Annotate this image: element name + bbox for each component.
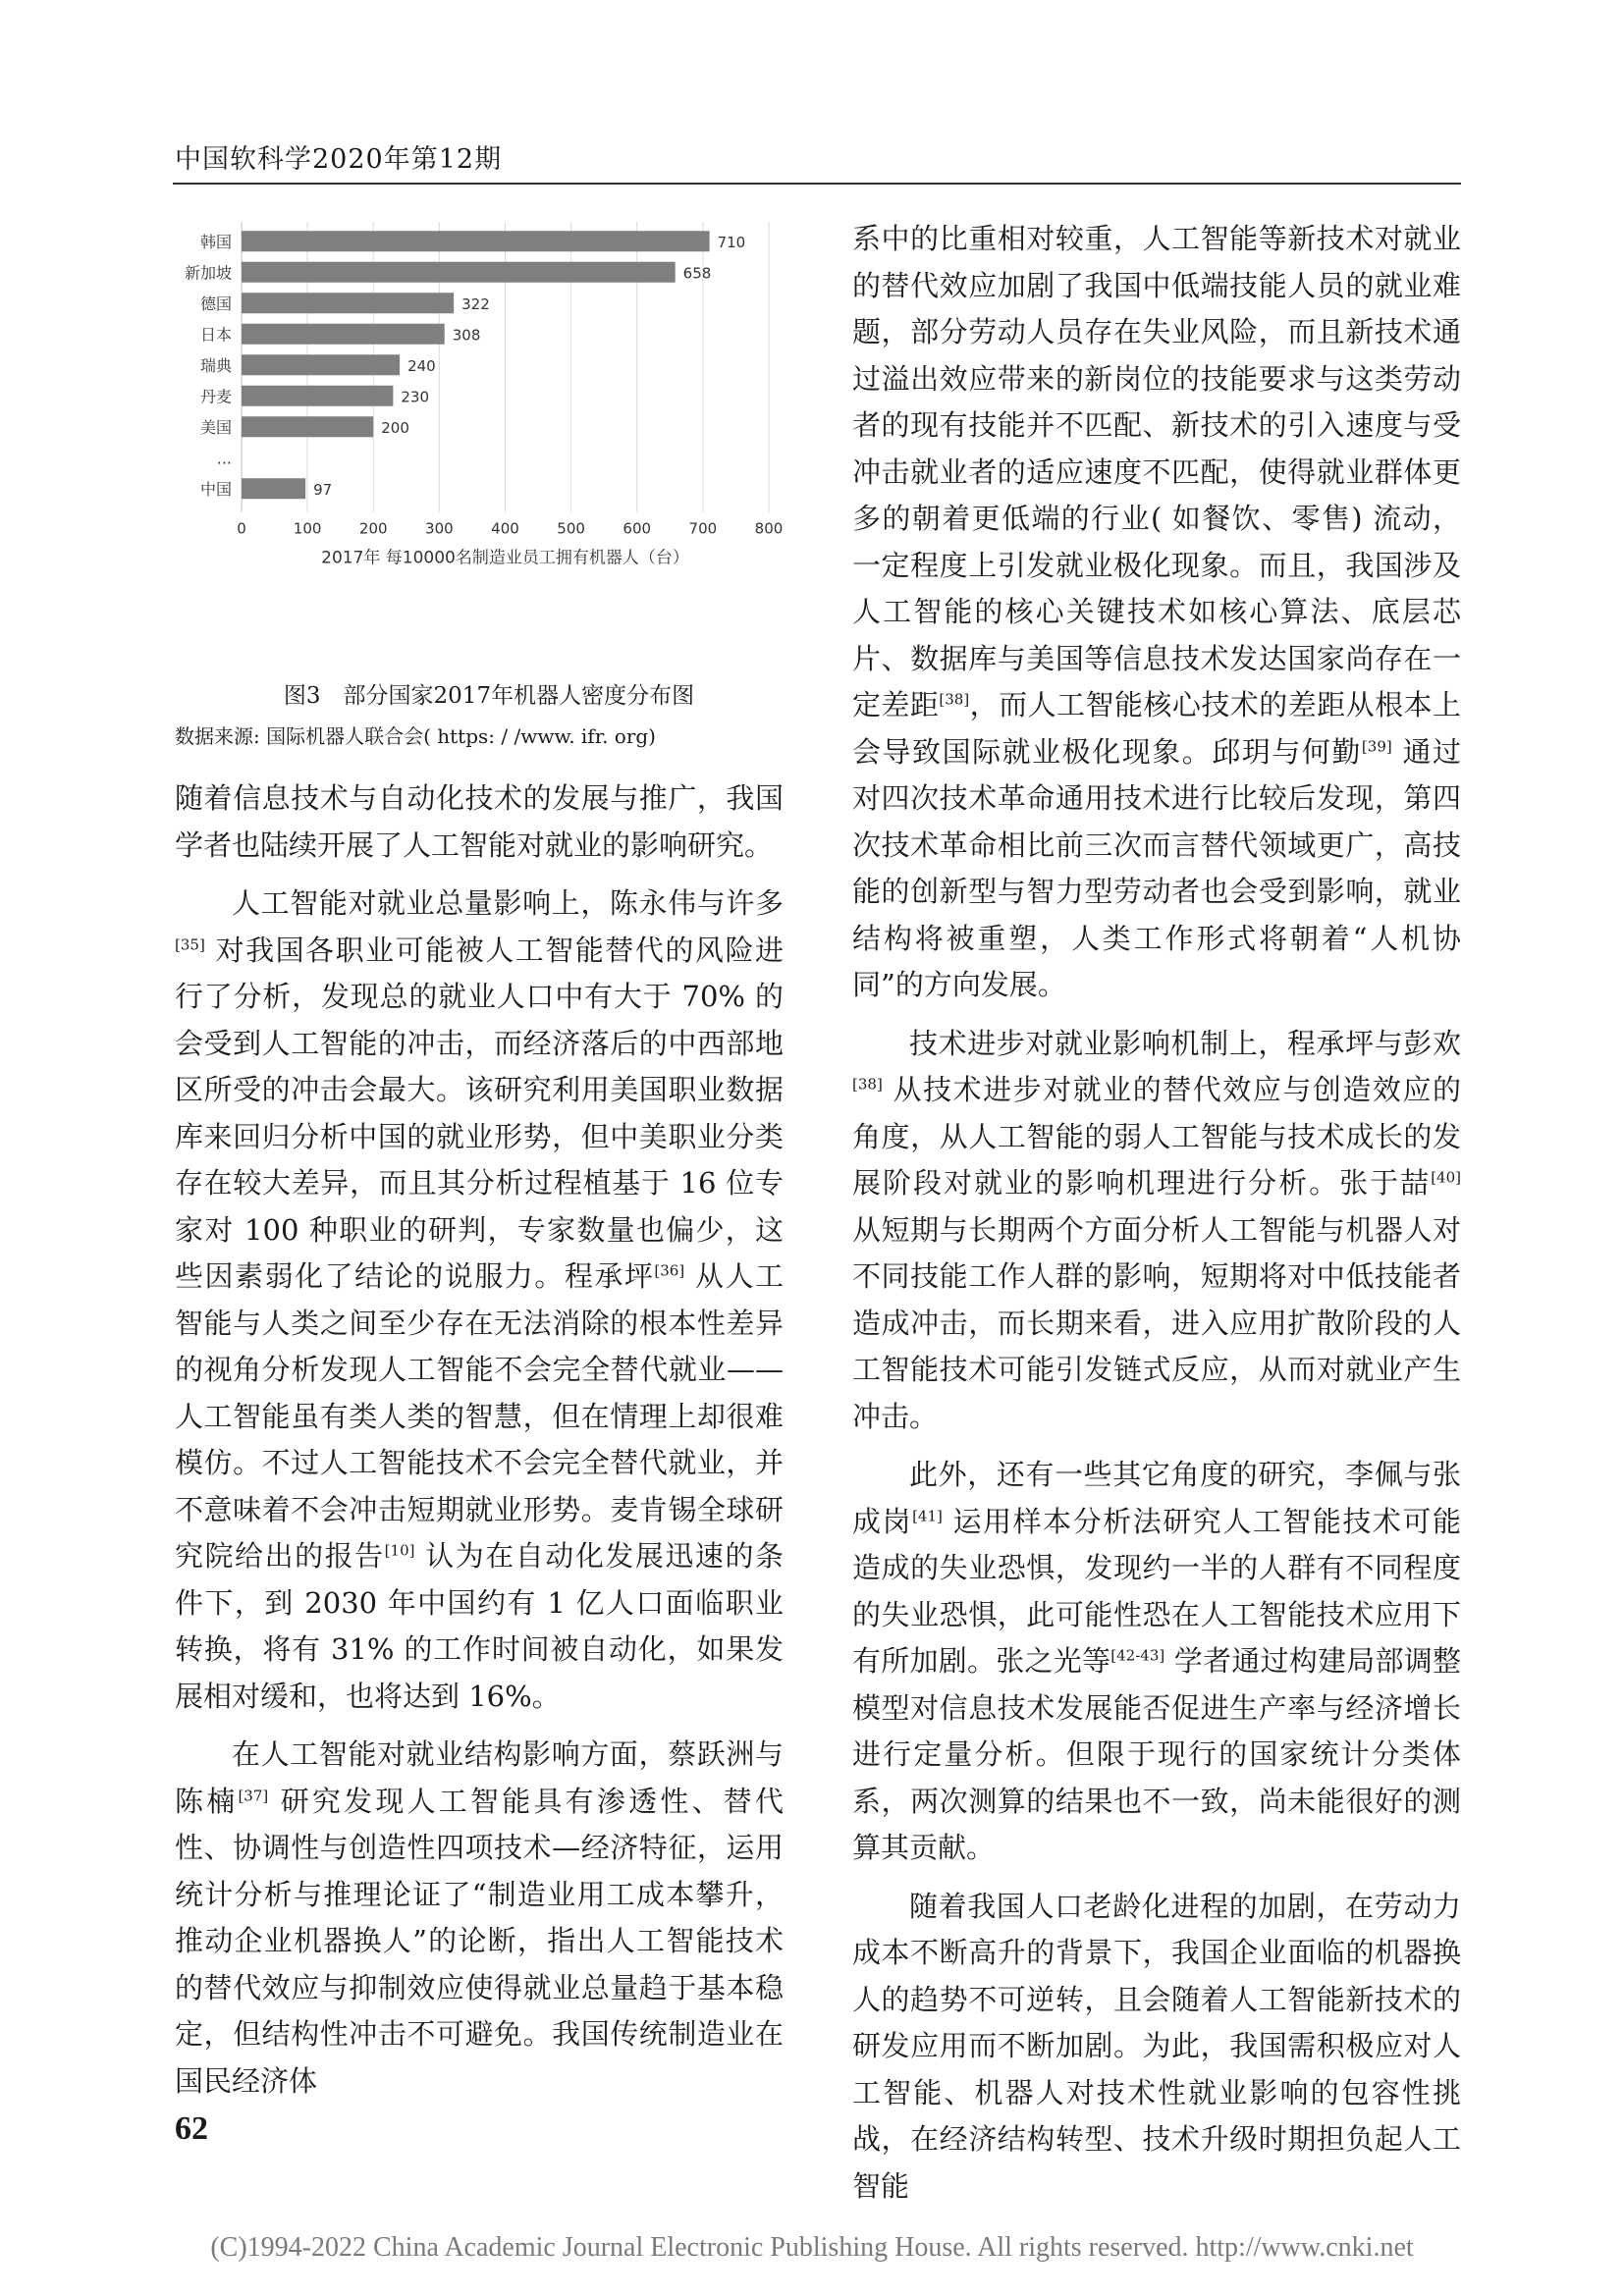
data-label: 240	[407, 356, 436, 375]
x-tick-label: 600	[623, 519, 652, 538]
data-label: 200	[381, 418, 409, 437]
bar	[242, 262, 676, 283]
robot-density-chart	[175, 218, 803, 655]
figure-caption: 图3 部分国家2017年机器人密度分布图	[283, 683, 695, 709]
bar	[242, 416, 373, 437]
bar	[242, 324, 445, 345]
category-label: 新加坡	[184, 263, 232, 283]
paragraph-left-1: 随着信息技术与自动化技术的发展与推广，我国学者也陆续开展了人工智能对就业的影响研究。	[175, 781, 784, 862]
bar	[242, 354, 400, 375]
bar	[242, 478, 305, 499]
journal-header: 中国软科学2020年第12期	[175, 144, 503, 175]
bar	[242, 386, 393, 406]
category-label: 韩国	[199, 232, 232, 251]
right-column	[852, 216, 1461, 2221]
bar	[242, 293, 454, 313]
data-label: 97	[313, 480, 333, 499]
x-tick-label: 300	[425, 519, 454, 538]
bar	[242, 231, 710, 251]
x-tick-label: 800	[754, 519, 784, 538]
x-axis-label: 2017年 每10000名制造业员工拥有机器人（台）	[321, 548, 689, 568]
paragraph-right-1: 系中的比重相对较重，人工智能等新技术对就业的替代效应加剧了我国中低端技能人员的就业难题，部分劳动人员存在失业风险，而且新技术通过溢出效应带来的新岗位的技能要求与这类劳动者的现有技能并不匹配、新技术的引入速度与受冲击就业者的适应速度不匹配，使得就业群体更多的朝着更低端的行业( 如餐饮、零售) 流动，一定程度上引发就业极化现象。而且，我国涉及人工智能的核心关键技术如核心算法、底层芯片、数据库与美国等信息技术发达国家尚存在一定差距[38]，而人工智能核心技术的差距从根本上会导致国际就业极化现象。邱玥与何勤[39] 通过对四次技术革命通用技术进行比较后发现，第四次技术革命相比前三次而言替代领域更广，高技能的创新型与智力型劳动者也会受到影响，就业结构将被重塑，人类工作形式将朝着“人机协同”的方向发展。	[852, 222, 1461, 1001]
paragraph-right-2: 技术进步对就业影响机制上，程承坪与彭欢[38] 从技术进步对就业的替代效应与创造效应的角度，从人工智能的弱人工智能与技术成长的发展阶段对就业的影响机理进行分析。张于喆[40] 从短期与长期两个方面分析人工智能与机器人对不同技能工作人群的影响，短期将对中低技能者造成冲击，而长期来看，进入应用扩散阶段的人工智能技术可能引发链式反应，从而对就业产生冲击。	[852, 1026, 1461, 1433]
x-tick-label: 100	[293, 519, 322, 538]
category-label: 中国	[199, 479, 232, 499]
robot-density-figure	[175, 218, 803, 655]
x-tick-label: 200	[358, 519, 388, 538]
category-label: 丹麦	[199, 387, 232, 406]
copyright-footer: (C)1994-2022 China Academic Journal Electronic Publishing House. All rights reserved. http://www.cnki.net	[210, 2232, 1414, 2263]
paragraph-left-3: 在人工智能对就业结构影响方面，蔡跃洲与陈楠[37] 研究发现人工智能具有渗透性、替代性、协调性与创造性四项技术—经济特征，运用统计分析与推理论证了“制造业用工成本攀升，推动企业机器换人”的论断，指出人工智能技术的替代效应与抑制效应使得就业总量趋于基本稳定，但结构性冲击不可避免。我国传统制造业在国民经济体	[175, 1737, 784, 2098]
paragraph-left-2: 人工智能对就业总量影响上，陈永伟与许多[35] 对我国各职业可能被人工智能替代的风险进行了分析，发现总的就业人口中有大于 70% 的会受到人工智能的冲击，而经济落后的中西部地区所受的冲击会最大。该研究利用美国职业数据库来回归分析中国的就业形势，但中美职业分类存在较大差异，而且其分析过程植基于 16 位专家对 100 种职业的研判，专家数量也偏少，这些因素弱化了结论的说服力。程承坪[36] 从人工智能与人类之间至少存在无法消除的根本性差异的视角分析发现人工智能不会完全替代就业——人工智能虽有类人类的智慧，但在情理上却很难模仿。不过人工智能技术不会完全替代就业，并不意味着不会冲击短期就业形势。麦肯锡全球研究院给出的报告[10] 认为在自动化发展迅速的条件下，到 2030 年中国约有 1 亿人口面临职业转换，将有 31% 的工作时间被自动化，如果发展相对缓和，也将达到 16%。	[175, 886, 784, 1713]
page-number: 62	[175, 2110, 208, 2147]
paragraph-right-3: 此外，还有一些其它角度的研究，李佩与张成岗[41] 运用样本分析法研究人工智能技术可能造成的失业恐惧，发现约一半的人群有不同程度的失业恐惧，此可能性恐在人工智能技术应用下有所加剧。张之光等[42-43] 学者通过构建局部调整模型对信息技术发展能否促进生产率与经济增长进行定量分析。但限于现行的国家统计分类体系，两次测算的结果也不一致，尚未能很好的测算其贡献。	[852, 1458, 1461, 1864]
data-label: 322	[461, 294, 490, 313]
category-label: 瑞典	[199, 355, 232, 375]
paragraph-right-4: 随着我国人口老龄化进程的加剧，在劳动力成本不断高升的背景下，我国企业面临的机器换人的趋势不可逆转，且会随着人工智能新技术的研发应用而不断加剧。为此，我国需积极应对人工智能、机器人对技术性就业影响的包容性挑战，在经济结构转型、技术升级时期担负起人工智能	[852, 1889, 1461, 2203]
data-label: 308	[452, 326, 481, 345]
left-column	[175, 775, 784, 2116]
figure-source: 数据来源: 国际机器人联合会( https: / /www. ifr. org)	[175, 724, 656, 748]
x-tick-label: 500	[557, 519, 585, 538]
category-label: ...	[216, 449, 232, 468]
x-tick-label: 0	[237, 519, 246, 538]
category-label: 日本	[199, 325, 232, 345]
category-label: 美国	[199, 417, 232, 437]
data-label: 658	[682, 264, 712, 283]
data-label: 710	[717, 233, 746, 251]
x-tick-label: 700	[688, 519, 718, 538]
category-label: 德国	[199, 294, 232, 313]
header-rule	[173, 183, 1461, 185]
x-tick-label: 400	[491, 519, 519, 538]
data-label: 230	[401, 388, 430, 406]
